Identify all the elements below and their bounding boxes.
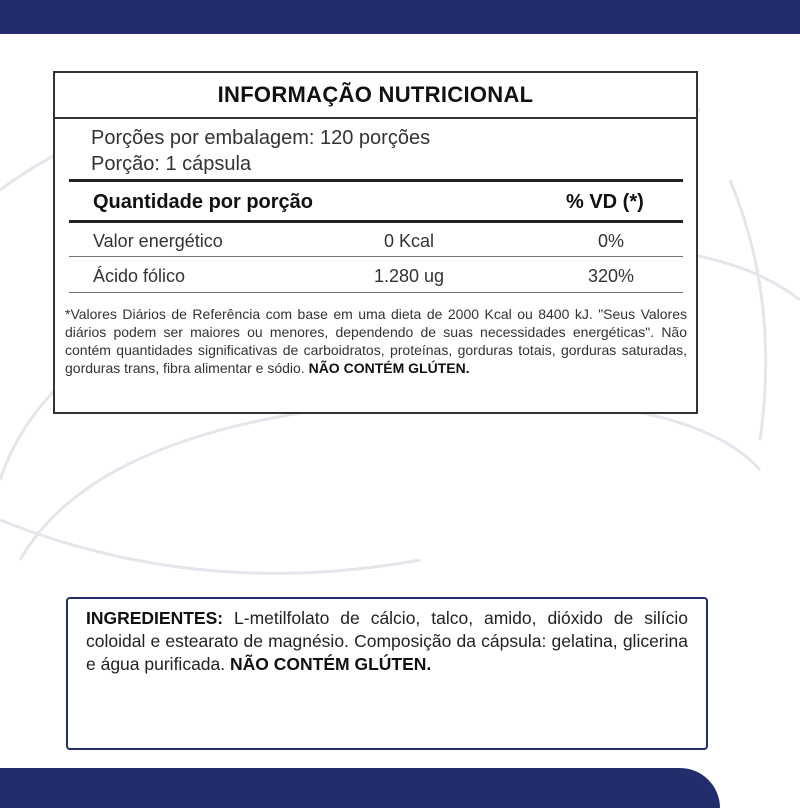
divider-thin [69, 256, 683, 257]
row-energy-dv: 0% [597, 231, 624, 251]
ingredients-gluten-note: NÃO CONTÉM GLÚTEN. [230, 654, 432, 674]
servings-per-package: Porções por embalagem: 120 porções [91, 127, 431, 149]
serving-size: Porção: 1 cápsula [91, 153, 252, 175]
divider-thick [69, 220, 683, 223]
divider-thick [69, 179, 683, 182]
ingredients-box [66, 597, 708, 750]
bottom-footer-band [0, 768, 720, 808]
nutrition-title: INFORMAÇÃO NUTRICIONAL [55, 73, 696, 119]
top-header-band [0, 0, 800, 34]
ingredients-list: L-metilfolato de cálcio, talco, amido, dióxido de silício coloidal e estearato de magnésio. Composição da cápsula: gelatina, glicerina e água purificada. [86, 608, 688, 674]
row-folic-acid-dv: 320% [587, 266, 635, 286]
ingredients-label: INGREDIENTES: [86, 608, 224, 628]
header-daily-value: % VD (*) [566, 191, 644, 213]
divider-thin [69, 292, 683, 293]
nutrition-facts-table [53, 71, 698, 414]
footnote [65, 305, 687, 377]
row-energy-amount: 0 Kcal [383, 231, 435, 251]
gluten-free-note: NÃO CONTÉM GLÚTEN. [308, 360, 470, 376]
header-quantity: Quantidade por porção [93, 191, 314, 213]
row-folic-acid-amount: 1.280 ug [373, 266, 445, 286]
row-folic-acid-name: Ácido fólico [93, 266, 186, 286]
row-energy-name: Valor energético [93, 231, 223, 251]
ingredients-paragraph [86, 607, 688, 676]
footnote-text: *Valores Diários de Referência com base em uma dieta de 2000 Kcal ou 8400 kJ. "Seus Valores diários podem ser maiores ou menores, dependendo de suas necessidades energéticas". Não contém quantidades significativas de carboidratos, proteínas, gorduras totais, gorduras saturadas, gorduras trans, fibra alimentar e sódio. [65, 306, 687, 376]
